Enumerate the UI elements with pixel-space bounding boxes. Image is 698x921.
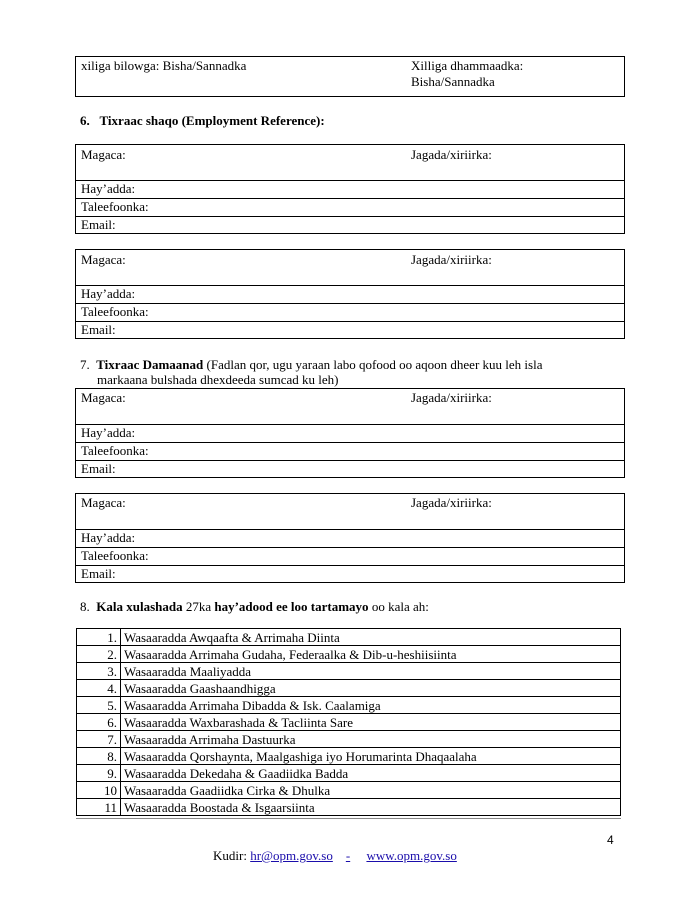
ministry-row bbox=[77, 697, 621, 714]
ref-position-label: Jagada/xiriirka: bbox=[411, 252, 492, 267]
divider bbox=[75, 442, 625, 443]
divider bbox=[75, 424, 625, 425]
ministry-name: Wasaaradda Dekedaha & Gaadiidka Badda bbox=[121, 765, 621, 782]
ministry-row bbox=[77, 799, 621, 816]
ref-phone-label: Taleefoonka: bbox=[81, 199, 149, 214]
divider bbox=[75, 303, 625, 304]
ref-org-label: Hay’adda: bbox=[81, 286, 136, 301]
footer-email-link[interactable]: hr@opm.gov.so bbox=[250, 848, 333, 863]
ministry-name: Wasaaradda Arrimaha Dibadda & Isk. Caalamiga bbox=[121, 697, 621, 714]
employment-reference-1 bbox=[75, 144, 625, 234]
ministry-number: 1. bbox=[77, 629, 121, 646]
ministry-row bbox=[77, 782, 621, 799]
ref-email-label: Email: bbox=[81, 461, 116, 476]
period-end-label-line2: Bisha/Sannadka bbox=[411, 74, 495, 89]
ref-position-label: Jagada/xiriirka: bbox=[411, 495, 492, 510]
section-6-title: Tixraac shaqo (Employment Reference): bbox=[99, 113, 325, 128]
ref-phone-label: Taleefoonka: bbox=[81, 304, 149, 319]
section-6-heading bbox=[80, 113, 325, 128]
footer-separator: - bbox=[345, 848, 351, 863]
ministry-name: Wasaaradda Arrimaha Dastuurka bbox=[121, 731, 621, 748]
ministry-number: 5. bbox=[77, 697, 121, 714]
section-7-heading-line2: markaana bulshada dhexdeeda sumcad ku leh) bbox=[97, 372, 339, 387]
ref-position-label: Jagada/xiriirka: bbox=[411, 390, 492, 405]
period-start-label: xiliga bilowga: Bisha/Sannadka bbox=[81, 58, 247, 73]
ministries-table bbox=[76, 628, 621, 816]
section-8-count: 27ka bbox=[182, 599, 215, 614]
ministry-name: Wasaaradda Arrimaha Gudaha, Federaalka & Dib-u-heshiisiinta bbox=[121, 646, 621, 663]
ref-name-label: Magaca: bbox=[81, 390, 126, 405]
ref-name-label: Magaca: bbox=[81, 495, 126, 510]
ministry-number: 10 bbox=[77, 782, 121, 799]
section-7-heading bbox=[80, 357, 542, 372]
ministry-row bbox=[77, 731, 621, 748]
divider bbox=[75, 529, 625, 530]
guarantor-reference-2 bbox=[75, 493, 625, 583]
guarantor-reference-1 bbox=[75, 388, 625, 478]
divider bbox=[75, 198, 625, 199]
ref-position-label: Jagada/xiriirka: bbox=[411, 147, 492, 162]
section-8-title-agencies: hay’adood ee loo tartamayo bbox=[214, 599, 369, 614]
ministry-number: 2. bbox=[77, 646, 121, 663]
section-7-number: 7. bbox=[80, 357, 90, 372]
ministry-row bbox=[77, 663, 621, 680]
ministry-row bbox=[77, 714, 621, 731]
ministry-number: 11 bbox=[77, 799, 121, 816]
divider bbox=[75, 460, 625, 461]
ref-email-label: Email: bbox=[81, 566, 116, 581]
ministry-number: 9. bbox=[77, 765, 121, 782]
ministry-name: Wasaaradda Maaliyadda bbox=[121, 663, 621, 680]
period-end-label: Xilliga dhammaadka: bbox=[411, 58, 524, 73]
ref-name-label: Magaca: bbox=[81, 252, 126, 267]
section-8-title: Kala xulashada bbox=[96, 599, 183, 614]
ref-email-label: Email: bbox=[81, 217, 116, 232]
ministry-row bbox=[77, 646, 621, 663]
page-cut-line bbox=[76, 818, 621, 819]
divider bbox=[75, 547, 625, 548]
section-8-title-rest: oo kala ah: bbox=[368, 599, 429, 614]
divider bbox=[75, 180, 625, 181]
ministry-name: Wasaaradda Waxbarashada & Tacliinta Sare bbox=[121, 714, 621, 731]
section-8-heading bbox=[80, 599, 429, 614]
footer-contact bbox=[213, 849, 457, 863]
section-7-instructions: (Fadlan qor, ugu yaraan labo qofood oo aqoon dheer kuu leh isla bbox=[203, 357, 543, 372]
ministry-name: Wasaaradda Gaadiidka Cirka & Dhulka bbox=[121, 782, 621, 799]
ministry-name: Wasaaradda Qorshaynta, Maalgashiga iyo Horumarinta Dhaqaalaha bbox=[121, 748, 621, 765]
footer-contact-label: Kudir: bbox=[213, 848, 251, 863]
divider bbox=[75, 216, 625, 217]
divider bbox=[75, 565, 625, 566]
page-number: 4 bbox=[607, 833, 614, 847]
ref-org-label: Hay’adda: bbox=[81, 530, 136, 545]
ministry-row bbox=[77, 680, 621, 697]
divider bbox=[75, 285, 625, 286]
section-7-title: Tixraac Damaanad bbox=[96, 357, 204, 372]
ministry-name: Wasaaradda Awqaafta & Arrimaha Diinta bbox=[121, 629, 621, 646]
ministry-number: 8. bbox=[77, 748, 121, 765]
ministry-name: Wasaaradda Boostada & Isgaarsiinta bbox=[121, 799, 621, 816]
section-6-number: 6. bbox=[80, 113, 90, 128]
employment-reference-2 bbox=[75, 249, 625, 339]
ref-email-label: Email: bbox=[81, 322, 116, 337]
ref-phone-label: Taleefoonka: bbox=[81, 548, 149, 563]
ref-phone-label: Taleefoonka: bbox=[81, 443, 149, 458]
ref-name-label: Magaca: bbox=[81, 147, 126, 162]
ministry-row bbox=[77, 765, 621, 782]
ministry-name: Wasaaradda Gaashaandhigga bbox=[121, 680, 621, 697]
ref-org-label: Hay’adda: bbox=[81, 425, 136, 440]
ministry-number: 7. bbox=[77, 731, 121, 748]
ministry-number: 3. bbox=[77, 663, 121, 680]
ministry-number: 6. bbox=[77, 714, 121, 731]
ref-org-label: Hay’adda: bbox=[81, 181, 136, 196]
footer-website-link[interactable]: www.opm.gov.so bbox=[366, 848, 457, 863]
ministry-number: 4. bbox=[77, 680, 121, 697]
divider bbox=[75, 321, 625, 322]
section-8-number: 8. bbox=[80, 599, 90, 614]
ministry-row bbox=[77, 629, 621, 646]
ministry-row bbox=[77, 748, 621, 765]
